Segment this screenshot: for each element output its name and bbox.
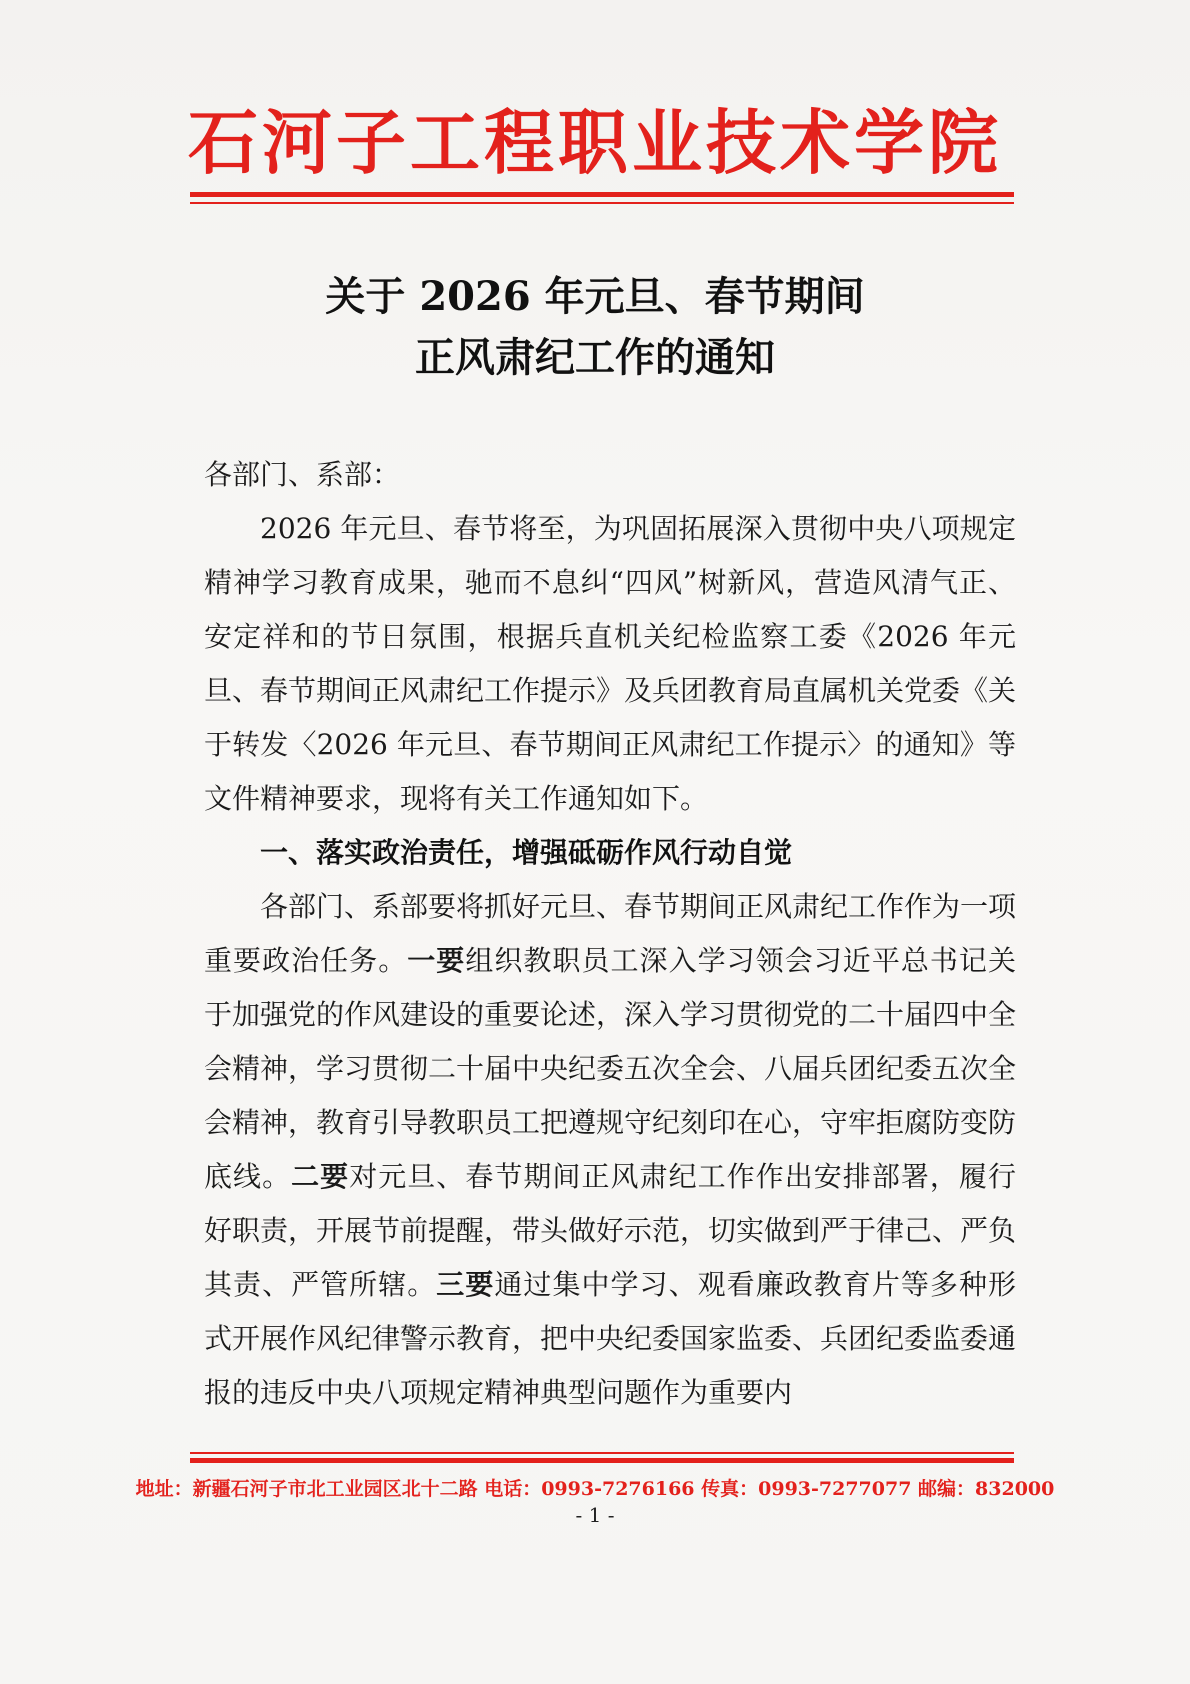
document-title-line1: 关于 2026 年元旦、春节期间	[325, 273, 865, 320]
paragraph-text: 2026 年元旦、春节将至，为巩固拓展深入贯彻中央八项规定精神学习教育成果，驰而不息纠“四风”树新风，营造风清气正、安定祥和的节日氛围，根据兵直机关纪检监察工委《2026 年元旦、春节期间正风肃纪工作提示》及兵团教育局直属机关党委《关于转发〈2026 年元旦、春节期间正风肃纪工作提示〉的通知》等文件精神要求，现将有关工作通知如下。	[204, 512, 1017, 815]
salutation: 各部门、系部：	[204, 458, 401, 491]
emphasis-first: 一要	[407, 944, 466, 977]
paragraph-segment: 组织教职员工深入学习领会习近平总书记关于加强党的作风建设的重要论述，深入学习贯彻党的二十届四中全会精神，学习贯彻二十届中央纪委五次全会、八届兵团纪委五次全会精神，教育引导教职员工把遵规守纪刻印在心，守牢拒腐防变防底线。	[204, 944, 1017, 1193]
paragraph-text	[204, 880, 1016, 1420]
letterhead-rule-thick	[190, 192, 1014, 197]
paragraph-segment: 通过集中学习、观看廉政教育片等多种形式开展作风纪律警示教育，把中央纪委国家监委、兵团纪委监委通报的违反中央八项规定精神典型问题作为重要内	[204, 1268, 1017, 1409]
letterhead-title: 石河子工程职业技术学院	[188, 101, 1002, 184]
document-title-line2: 正风肃纪工作的通知	[415, 334, 775, 381]
footer-rule-thin	[190, 1452, 1014, 1454]
page-number: - 1 -	[575, 1503, 615, 1527]
emphasis-second: 二要	[291, 1160, 350, 1193]
body-paragraph-1	[204, 502, 1016, 826]
footer-contact: 地址：新疆石河子市北工业园区北十二路 电话：0993-7276166 传真：0993-7277077 邮编：832000	[135, 1478, 1055, 1500]
body-paragraph-2	[204, 880, 1016, 1420]
emphasis-third: 三要	[436, 1268, 495, 1301]
paragraph-segment: 各部门、系部要将抓好元旦、春节期间正风肃纪工作作为一项重要政治任务。	[204, 890, 1017, 977]
paragraph-segment: 对元旦、春节期间正风肃纪工作作出安排部署，履行好职责，开展节前提醒，带头做好示范，切实做到严于律己、严负其责、严管所辖。	[204, 1160, 1017, 1301]
section-heading-1: 一、落实政治责任，增强砥砺作风行动自觉	[260, 836, 793, 869]
letterhead-rule-thin	[190, 202, 1014, 204]
footer-rule-thick	[190, 1458, 1014, 1463]
